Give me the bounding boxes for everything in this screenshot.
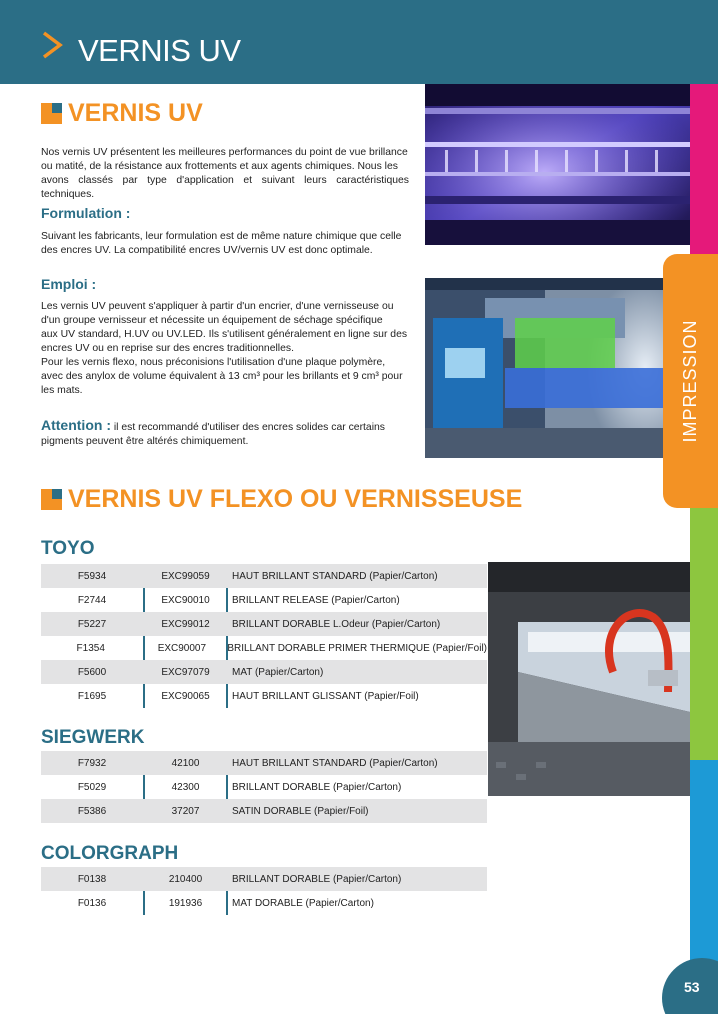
reference-code: 42100 bbox=[171, 757, 200, 769]
table-row bbox=[41, 660, 487, 684]
reference-code: 42300 bbox=[171, 781, 200, 793]
reference-code: EXC97079 bbox=[161, 666, 210, 678]
table-row bbox=[41, 684, 487, 708]
emploi-paragraph bbox=[41, 300, 409, 398]
text-line: Les vernis UV peuvent s'appliquer à partir d'un encrier, d'une vernisseuse ou bbox=[41, 301, 394, 312]
side-strip-green bbox=[690, 508, 718, 760]
product-description: HAUT BRILLANT STANDARD (Papier/Carton) bbox=[232, 570, 438, 582]
chevron-right-icon bbox=[38, 30, 68, 60]
text-line: Pour les vernis flexo, nous préconisions l'utilisation d'une plaque polymère, bbox=[41, 357, 386, 368]
text-line: les mats. bbox=[41, 385, 83, 396]
formulation-paragraph bbox=[41, 230, 409, 258]
text-line: d'un groupe vernisseur et nécessite un équipement de séchage spécifique bbox=[41, 315, 383, 326]
table-row bbox=[41, 867, 487, 891]
product-table-siegwerk bbox=[41, 751, 487, 823]
reference-code: EXC90065 bbox=[161, 690, 210, 702]
attention-label: Attention : bbox=[41, 417, 111, 433]
section-title-flexo: VERNIS UV FLEXO OU VERNISSEUSE bbox=[68, 485, 523, 513]
product-code: F2744 bbox=[77, 594, 107, 606]
product-code: F7932 bbox=[77, 757, 107, 769]
orange-square-icon bbox=[41, 103, 62, 124]
product-description: MAT (Papier/Carton) bbox=[232, 666, 324, 678]
product-code: F5029 bbox=[77, 781, 107, 793]
reference-code: 191936 bbox=[168, 897, 203, 909]
product-code: F5934 bbox=[77, 570, 107, 582]
product-description: HAUT BRILLANT STANDARD (Papier/Carton) bbox=[232, 757, 438, 769]
table-row bbox=[41, 799, 487, 823]
product-description: BRILLANT DORABLE (Papier/Carton) bbox=[232, 781, 402, 793]
product-description: BRILLANT DORABLE (Papier/Carton) bbox=[232, 873, 402, 885]
varnishing-unit-photo bbox=[488, 562, 690, 796]
brand-heading-siegwerk: SIEGWERK bbox=[41, 727, 145, 748]
formulation-heading: Formulation : bbox=[41, 205, 131, 221]
attention-line bbox=[41, 418, 409, 435]
uv-lamp-photo bbox=[425, 84, 690, 245]
brand-heading-colorgraph: COLORGRAPH bbox=[41, 843, 179, 864]
product-description: HAUT BRILLANT GLISSANT (Papier/Foil) bbox=[232, 690, 419, 702]
reference-code: 210400 bbox=[168, 873, 203, 885]
product-description: SATIN DORABLE (Papier/Foil) bbox=[232, 805, 369, 817]
section-tab-label: IMPRESSION bbox=[680, 319, 700, 443]
text-line: des encres UV. La compatibilité encres UV/vernis UV est donc optimale. bbox=[41, 245, 373, 256]
section-title-vernis-uv: VERNIS UV bbox=[68, 99, 203, 127]
text-line: ou matité, de la résistance aux frottements et aux agents chimiques. Nous les bbox=[41, 161, 398, 172]
emploi-heading: Emploi : bbox=[41, 276, 97, 292]
table-row bbox=[41, 564, 487, 588]
text-line: Suivant les fabricants, leur formulation est de même nature chimique que celle bbox=[41, 231, 402, 242]
product-description: BRILLANT RELEASE (Papier/Carton) bbox=[232, 594, 400, 606]
product-table-toyo bbox=[41, 564, 487, 708]
product-code: F1695 bbox=[77, 690, 107, 702]
reference-code: EXC90007 bbox=[157, 642, 207, 654]
page-title: VERNIS UV bbox=[78, 33, 241, 68]
product-code: F0138 bbox=[77, 873, 107, 885]
product-code: F5386 bbox=[77, 805, 107, 817]
product-description: MAT DORABLE (Papier/Carton) bbox=[232, 897, 374, 909]
product-code: F5227 bbox=[77, 618, 107, 630]
text-line: Nos vernis UV présentent les meilleures performances du point de vue brillance bbox=[41, 147, 408, 158]
reference-code: EXC90010 bbox=[161, 594, 210, 606]
product-description: BRILLANT DORABLE L.Odeur (Papier/Carton) bbox=[232, 618, 441, 630]
page-number: 53 bbox=[684, 979, 700, 995]
side-strip-pink bbox=[690, 84, 718, 254]
printing-machine-photo bbox=[425, 278, 663, 458]
product-description: BRILLANT DORABLE PRIMER THERMIQUE (Papier/Foil) bbox=[227, 642, 487, 654]
text-line: pigments peuvent être altérés chimiquement. bbox=[41, 436, 249, 447]
table-row bbox=[41, 612, 487, 636]
orange-square-icon bbox=[41, 489, 62, 510]
product-code: F0136 bbox=[77, 897, 107, 909]
text-line: aux UV standard, H.UV ou UV.LED. Ils s'utilisent généralement en ligne sur des bbox=[41, 329, 408, 340]
intro-paragraph bbox=[41, 146, 409, 202]
table-row bbox=[41, 588, 487, 612]
table-row bbox=[41, 891, 487, 915]
attention-paragraph bbox=[41, 418, 409, 449]
product-code: F5600 bbox=[77, 666, 107, 678]
reference-code: 37207 bbox=[171, 805, 200, 817]
product-code: F1354 bbox=[76, 642, 105, 654]
text-line: avons classés par type d'application et suivant leurs caractéristiques techniques. bbox=[41, 175, 409, 200]
table-row bbox=[41, 775, 487, 799]
reference-code: EXC99059 bbox=[161, 570, 210, 582]
attention-text: il est recommandé d'utiliser des encres solides car certains bbox=[110, 422, 385, 433]
brand-heading-toyo: TOYO bbox=[41, 538, 95, 559]
section-tab-impression[interactable] bbox=[663, 254, 718, 508]
table-row bbox=[41, 751, 487, 775]
table-row bbox=[41, 636, 487, 660]
text-line: avec des anylox de volume équivalent à 13 cm³ pour les brillants et 9 cm³ pour bbox=[41, 371, 403, 382]
reference-code: EXC99012 bbox=[161, 618, 210, 630]
text-line: encres UV ou en reprise sur des encres traditionnelles. bbox=[41, 343, 294, 354]
product-table-colorgraph bbox=[41, 867, 487, 915]
